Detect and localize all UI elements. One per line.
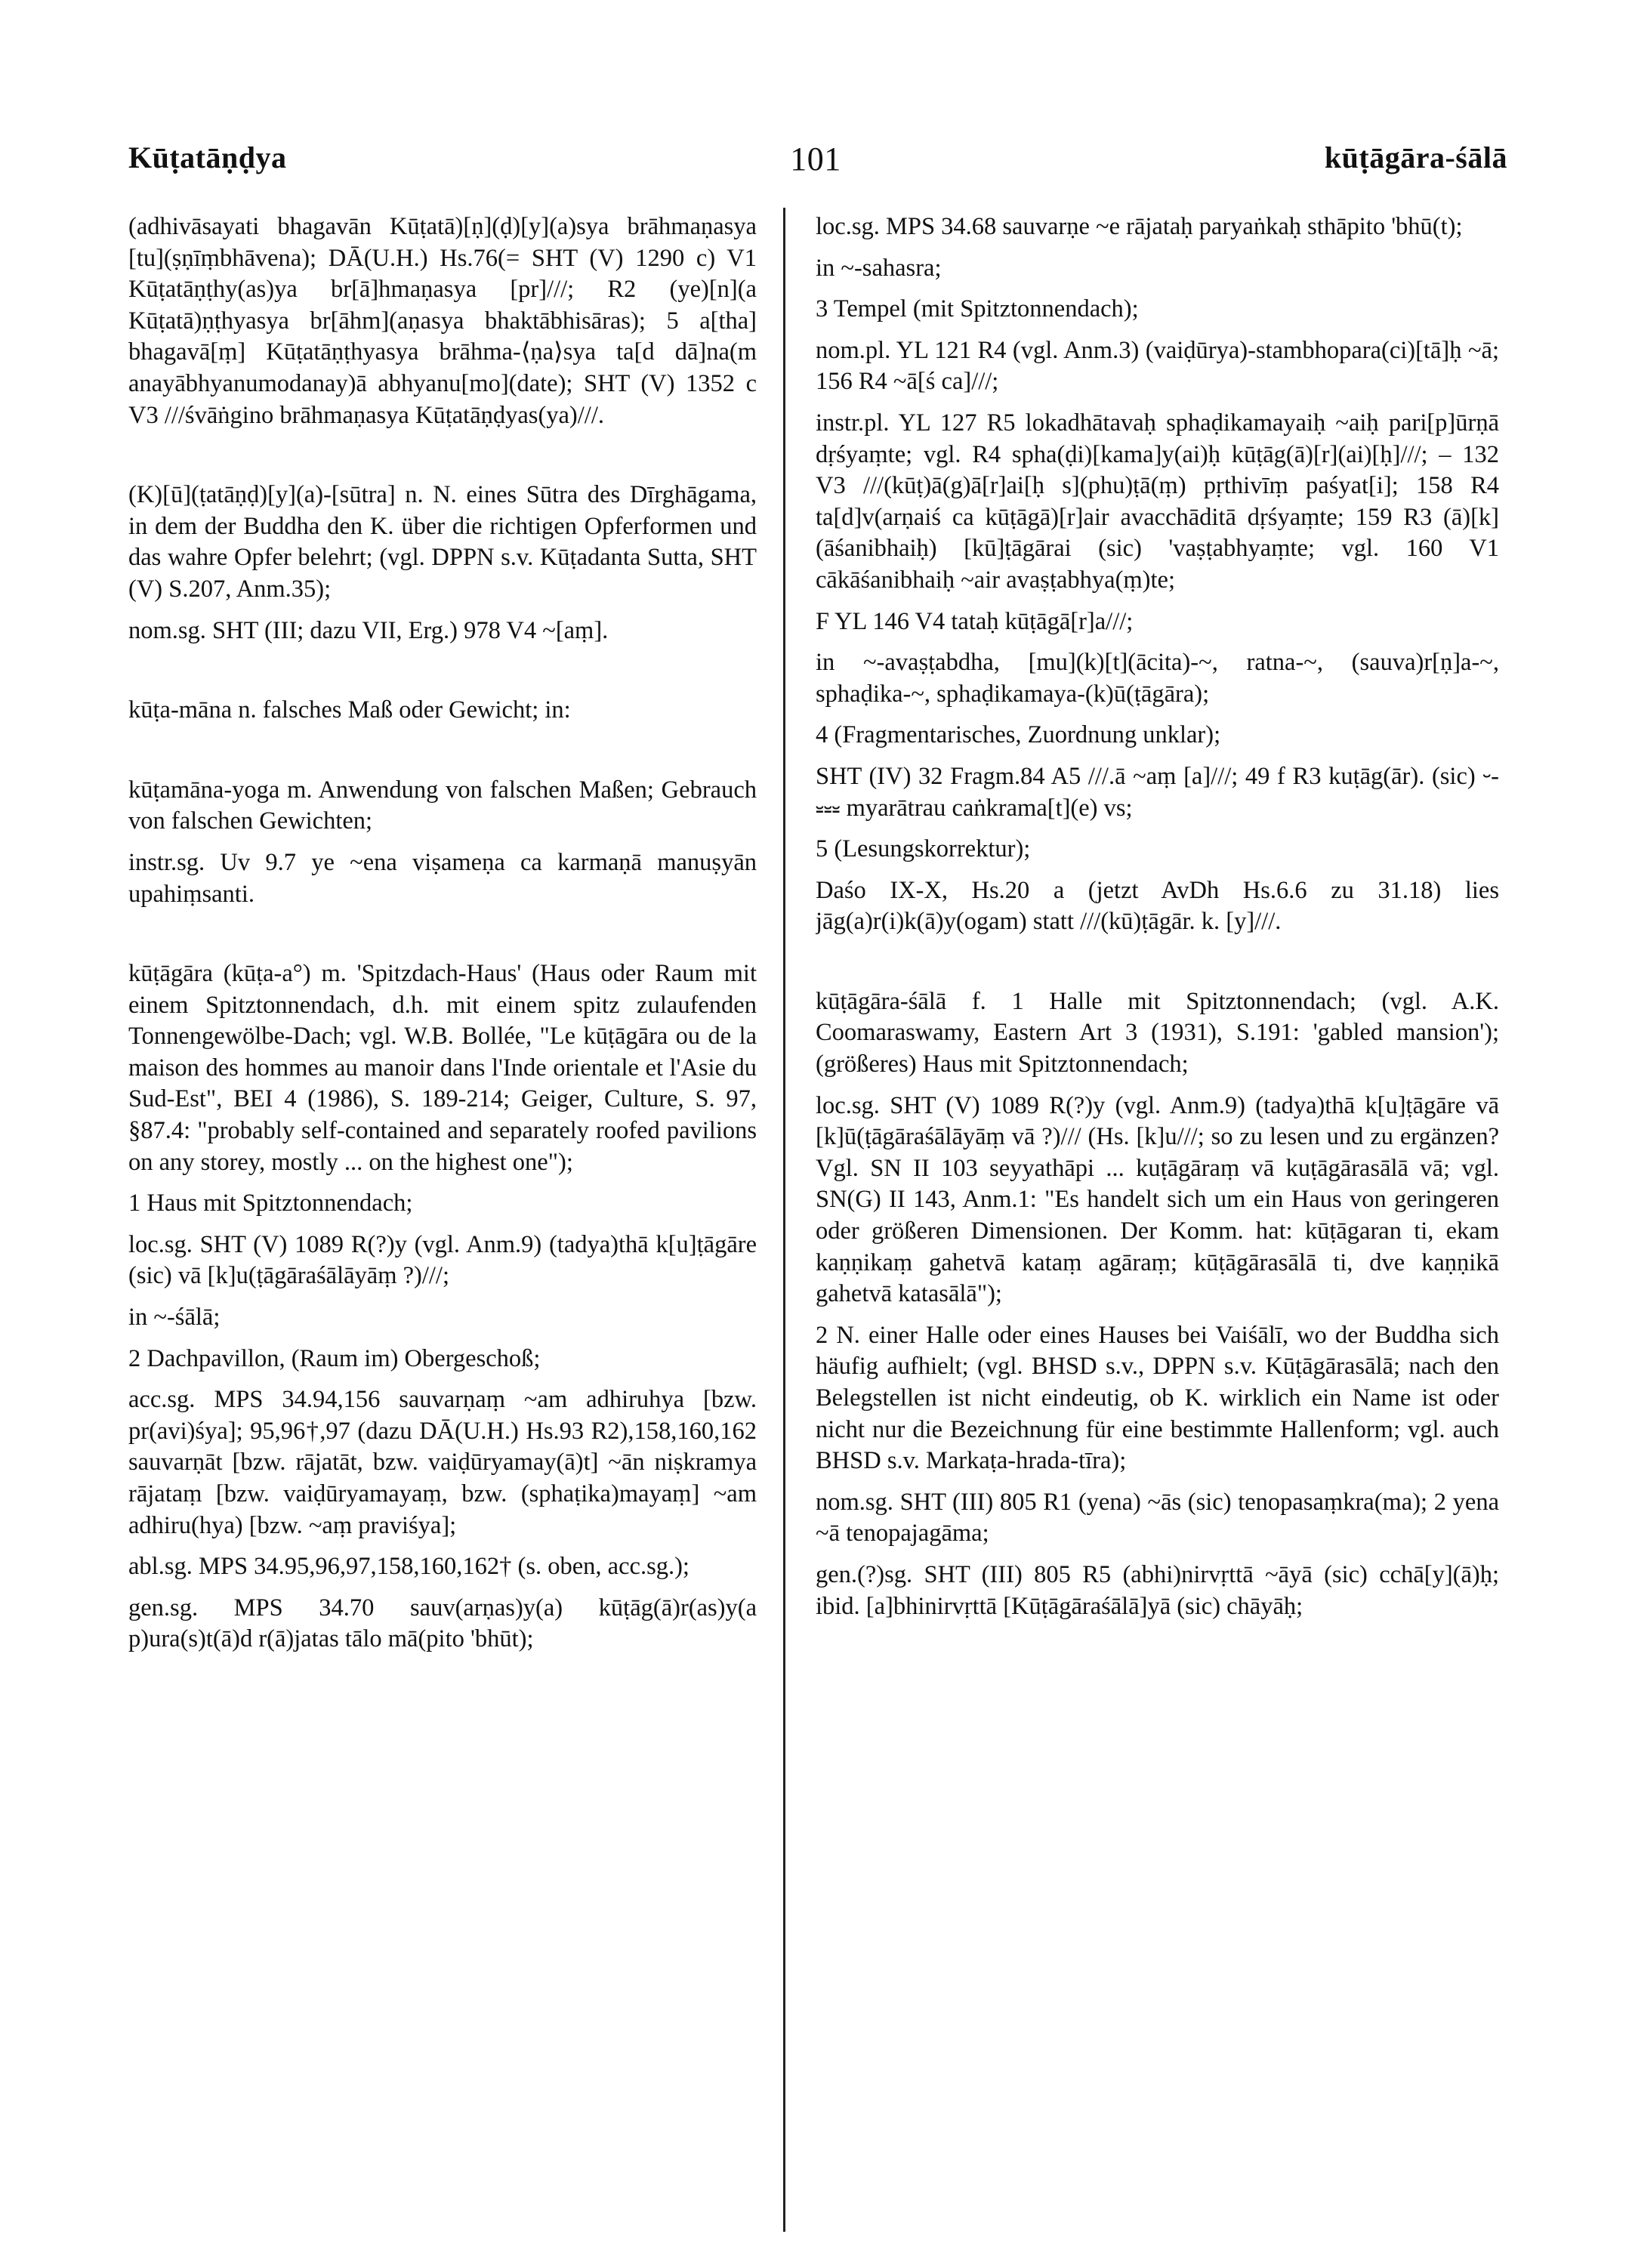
header-right-catchword: kūṭāgāra-śālā bbox=[1324, 140, 1507, 174]
page-number: 101 bbox=[790, 140, 841, 177]
entry-paragraph: in ~-sahasra; bbox=[816, 254, 942, 282]
entry-paragraph: gen.(?)sg. SHT (III) 805 R5 (abhi)nirvṛttā ~āyā (sic) cchā[y](ā)ḥ; ibid. [a]bhinirvṛttā [Kūṭāgāraśālā]yā (sic) chāyāḥ; bbox=[816, 1560, 1499, 1620]
entry-paragraph: in ~-śālā; bbox=[128, 1304, 221, 1331]
entry-paragraph: nom.sg. SHT (III; dazu VII, Erg.) 978 V4 ~[aṃ]. bbox=[128, 616, 609, 644]
entry-paragraph: nom.sg. SHT (III) 805 R1 (yena) ~ās (sic) tenopasaṃkra(ma); 2 yena ~ā tenopajagāma; bbox=[816, 1488, 1499, 1547]
entry-paragraph: instr.sg. Uv 9.7 ye ~ena viṣameṇa ca karmaṇā manuṣyān upahiṃsanti. bbox=[128, 848, 757, 908]
entry-paragraph: (adhivāsayati bhagavān Kūṭatā)[ṇ](ḍ)[y](a)sya brāhmaṇasya [tu](ṣṇīṃbhāvena); DĀ(U.H.) Hs.76(= SHT (V) 1290 c) V1 Kūṭatāṇṭhy(as)ya br[ā]hmaṇasya [pr]///; R2 (ye)[n](a Kūṭatā)ṇṭhyasya br[āhm](aṇasya bhaktābhisāras); 5 a[tha] bhagavā[ṃ] Kūṭatāṇṭhyasya brāhma-⟨ṇa⟩sya ta[d dā]na(m anayābhyanumodanay)ā abhyanu[mo](date); SHT (V) 1352 c V3 ///śvāṅgino brāhmaṇasya Kūṭatāṇḍyas(ya)///. bbox=[128, 213, 757, 429]
entry-lemma: (K)[ū](ṭatāṇḍ)[y](a)-[sūtra] n. N. eines Sūtra des Dīrghāgama, in dem der Buddha den K. über die richtigen Opferformen und das wahre Opfer belehrt; (vgl. DPPN s.v. Kūṭadanta Sutta, SHT (V) S.207, Anm.35); bbox=[128, 481, 757, 603]
right-column bbox=[816, 211, 1499, 2236]
entry-paragraph: abl.sg. MPS 34.95,96,97,158,160,162† (s. oben, acc.sg.); bbox=[128, 1553, 690, 1581]
entry-lemma: kūṭa-māna n. falsches Maß oder Gewicht; in: bbox=[128, 696, 571, 724]
entry-paragraph: SHT (IV) 32 Fragm.84 A5 ///.ā ~aṃ [a]///; 49 f R3 kuṭāg(ār). (sic) ⏑-⏓⏓⏓ myarātrau caṅkrama[t](e) vs; bbox=[816, 762, 1499, 822]
entry-paragraph: nom.pl. YL 121 R4 (vgl. Anm.3) (vaiḍūrya)-stambhopara(ci)[tā]ḥ ~ā; 156 R4 ~ā[ś ca]///; bbox=[816, 336, 1499, 396]
entry-paragraph: Daśo IX-X, Hs.20 a (jetzt AvDh Hs.6.6 zu 31.18) lies jāg(a)r(i)k(ā)y(ogam) statt ///(kū)ṭāgār. k. [y]///. bbox=[816, 876, 1499, 936]
left-column bbox=[128, 211, 757, 2236]
entry-paragraph: 1 Haus mit Spitztonnendach; bbox=[128, 1190, 413, 1217]
entry-paragraph: loc.sg. SHT (V) 1089 R(?)y (vgl. Anm.9) (tadya)thā k[u]ṭāgāre (sic) vā [k]u(ṭāgāraśālāyāṃ ?)///; bbox=[128, 1230, 757, 1290]
entry-lemma: kūṭamāna-yoga m. Anwendung von falschen Maßen; Gebrauch von falschen Gewichten; bbox=[128, 776, 757, 835]
entry-paragraph: instr.pl. YL 127 R5 lokadhātavaḥ sphaḍikamayaiḥ ~aiḥ pari[p]ūrṇā dṛśyaṃte; vgl. R4 spha(ḍi)[kama]y(ai)ḥ kūṭāg(ā)[r](ai)[ḥ]///; – 132 V3 ///(kūṭ)ā(g)ā[r]ai[ḥ s](phu)ṭā(ṃ) pṛthivīṃ paśyat[i]; 158 R4 ta[d]v(arṇaiś ca kūṭāgā)[r]air avacchāditā dṛśyaṃte; 159 R3 (ā)[k](āśanibhaiḥ) [kū]ṭāgārai (sic) 'vaṣṭabhyaṃte; vgl. 160 V1 cākāśanibhaiḥ ~air avaṣṭabhya(ṃ)te; bbox=[816, 409, 1499, 594]
entry-lemma: kūṭāgāra-śālā f. 1 Halle mit Spitztonnendach; (vgl. A.K. Coomaraswamy, Eastern Art 3 (1931), S.191: 'gabled mansion'); (größeres) Haus mit Spitztonnendach; bbox=[816, 987, 1499, 1078]
header-left-catchword: Kūṭatāṇḍya bbox=[128, 140, 287, 174]
entry-paragraph: 2 Dachpavillon, (Raum im) Obergeschoß; bbox=[128, 1344, 541, 1372]
entry-paragraph: 3 Tempel (mit Spitztonnendach); bbox=[816, 295, 1139, 323]
entry-paragraph: F YL 146 V4 tataḥ kūṭāgā[r]a///; bbox=[816, 607, 1134, 635]
entry-paragraph: 5 (Lesungskorrektur); bbox=[816, 835, 1031, 863]
entry-paragraph: loc.sg. SHT (V) 1089 R(?)y (vgl. Anm.9) (tadya)thā k[u]ṭāgāre vā [k]ū(ṭāgāraśālāyāṃ vā ?)/// (Hs. [k]u///; so zu lesen und zu ergänzen? Vgl. SN II 103 seyyathāpi ... kuṭāgāraṃ vā kuṭāgārasālā vā; vgl. SN(G) II 143, Anm.1: "Es handelt sich um ein Haus von geringeren oder größeren Dimensionen. Der Komm. hat: kūṭāgaran ti, ekam kaṇṇikaṃ gahetvā kataṃ agāraṃ; kūṭāgārasālā ti, dve kaṇṇikā gahetvā katasālā"); bbox=[816, 1091, 1499, 1308]
entry-paragraph: loc.sg. MPS 34.68 sauvarṇe ~e rājataḥ paryaṅkaḥ sthāpito 'bhū(t); bbox=[816, 213, 1463, 240]
column-divider bbox=[783, 208, 785, 2232]
running-header bbox=[0, 140, 1632, 208]
entry-paragraph: 2 N. einer Halle oder eines Hauses bei Vaiśālī, wo der Buddha sich häufig aufhielt; (vgl. BHSD s.v., DPPN s.v. Kūṭāgārasālā; nach den Belegstellen ist nicht eindeutig, ob K. wirklich ein Name ist oder nicht nur die Bezeichnung für eine bestimmte Hallenform; vgl. auch BHSD s.v. Markaṭa-hrada-tīra); bbox=[816, 1321, 1499, 1475]
entry-paragraph: 4 (Fragmentarisches, Zuordnung unklar); bbox=[816, 721, 1221, 749]
entry-lemma: kūṭāgāra (kūṭa-a°) m. 'Spitzdach-Haus' (Haus oder Raum mit einem Spitztonnendach, d.h. mit einem spitz zulaufenden Tonnengewölbe-Dach; vgl. W.B. Bollée, "Le kūṭāgāra ou de la maison des hommes au manoir dans l'Inde orientale et l'Asie du Sud-Est", BEI 4 (1986), S. 189-214; Geiger, Culture, S. 97, §87.4: "probably self-contained and separately roofed pavilions on any storey, mostly ... on the highest one"); bbox=[128, 960, 757, 1176]
entry-paragraph: in ~-avaṣṭabdha, [mu](k)[t](ācita)-~, ratna-~, (sauva)r[ṇ]a-~, sphaḍika-~, sphaḍikamaya-(k)ū(ṭāgāra); bbox=[816, 649, 1499, 708]
entry-paragraph: acc.sg. MPS 34.94,156 sauvarṇaṃ ~am adhiruhya [bzw. pr(avi)śya]; 95,96†,97 (dazu DĀ(U.H.) Hs.93 R2),158,160,162 sauvarṇāt [bzw. rājatāt, bzw. vaiḍūryamay(ā)t] ~ān niṣkramya rājataṃ [bzw. vaiḍūryamayaṃ, bzw. (sphaṭika)mayaṃ] ~am adhiru(hya) [bzw. ~aṃ praviśya]; bbox=[128, 1386, 757, 1539]
entry-paragraph: gen.sg. MPS 34.70 sauv(arṇas)y(a) kūṭāg(ā)r(as)y(a p)ura(s)t(ā)d r(ā)jatas tālo mā(pito 'bhūt); bbox=[128, 1594, 757, 1653]
